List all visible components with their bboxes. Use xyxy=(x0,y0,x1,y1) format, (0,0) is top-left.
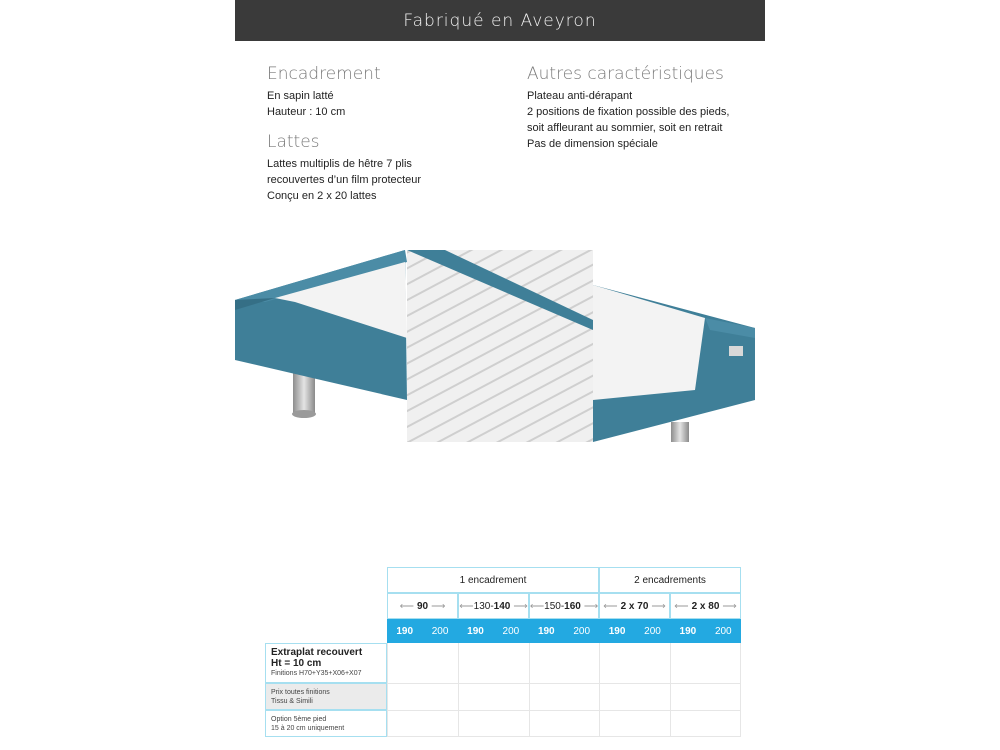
header-one-frame: 1 encadrement xyxy=(387,567,599,593)
arrow-left-icon: ⟵ xyxy=(459,600,474,612)
grid-line xyxy=(458,643,459,737)
arrow-right-icon: ⟶ xyxy=(722,600,737,612)
grid-line xyxy=(529,643,530,737)
autres-line: Plateau anti-dérapant xyxy=(527,90,633,102)
product-title: Extraplat recouvert xyxy=(271,647,363,658)
grid-line xyxy=(387,643,388,737)
grid-line xyxy=(740,643,741,737)
lattes-title: Lattes xyxy=(267,132,320,152)
length-cell: 190 xyxy=(396,625,414,637)
grid-line xyxy=(670,643,671,737)
size-cell-2x80: ⟵ 2 x 80 ⟶ xyxy=(670,593,741,619)
length-cell: 200 xyxy=(644,625,661,637)
header-banner xyxy=(235,0,765,41)
length-cell: 200 xyxy=(502,625,520,637)
banner-title: Fabriqué en Aveyron xyxy=(403,10,597,31)
grid-line xyxy=(599,643,600,737)
size-cell-2x70: ⟵ 2 x 70 ⟶ xyxy=(599,593,670,619)
encadrement-text xyxy=(267,88,345,120)
price-line: Prix toutes finitions xyxy=(271,689,330,696)
arrow-left-icon: ⟵ xyxy=(529,600,545,612)
length-cell: 190 xyxy=(679,625,697,637)
encadrement-title: Encadrement xyxy=(267,64,381,84)
lattes-line: Conçu en 2 x 20 lattes xyxy=(267,190,377,202)
arrow-right-icon: ⟶ xyxy=(651,600,666,612)
length-cell: 200 xyxy=(431,625,449,637)
length-cell: 190 xyxy=(608,625,626,637)
autres-line: 2 positions de fixation possible des pieds, xyxy=(527,106,730,118)
autres-line: Pas de dimension spéciale xyxy=(527,138,658,150)
row-label-option xyxy=(265,710,387,737)
bed-corner-left xyxy=(235,250,407,418)
lattes-line: Lattes multiplis de hêtre 7 plis xyxy=(267,158,412,170)
price-line: Tissu & Simili xyxy=(271,698,313,705)
arrow-left-icon: ⟵ xyxy=(399,600,414,612)
length-cell: 200 xyxy=(573,625,591,637)
arrow-left-icon: ⟵ xyxy=(674,600,689,612)
option-line: 15 à 20 cm uniquement xyxy=(271,725,345,732)
encadrement-line: En sapin latté xyxy=(267,90,334,102)
size-cell-140: ⟵ 130- 140 ⟶ xyxy=(458,593,529,619)
arrow-right-icon: ⟶ xyxy=(431,600,446,612)
row-label-price xyxy=(265,683,387,710)
length-cell: 200 xyxy=(714,625,732,637)
grid-line xyxy=(387,736,741,737)
size-cell-90: ⟵ 90 ⟶ xyxy=(387,593,458,619)
product-finishes: Finitions H70+Y35+X06+X07 xyxy=(271,670,362,677)
autres-title: Autres caractéristiques xyxy=(527,64,724,84)
length-cell: 190 xyxy=(537,625,555,637)
row-label-product xyxy=(265,643,387,683)
header-two-frames: 2 encadrements xyxy=(599,567,741,593)
length-cell: 190 xyxy=(467,625,484,637)
product-height: Ht = 10 cm xyxy=(271,658,322,669)
size-cell-160: ⟵ 150- 160 ⟶ xyxy=(529,593,599,619)
grid-line xyxy=(387,710,741,711)
lattes-line: recouvertes d’un film protecteur xyxy=(267,174,422,186)
product-photo xyxy=(235,250,755,442)
option-line: Option 5ème pied xyxy=(271,716,327,723)
autres-text xyxy=(527,88,729,152)
bed-corner-right xyxy=(593,285,755,442)
arrow-right-icon: ⟶ xyxy=(583,600,599,612)
autres-line: soit affleurant au sommier, soit en retrait xyxy=(527,122,723,134)
arrow-right-icon: ⟶ xyxy=(513,600,528,612)
slats-closeup xyxy=(407,250,593,442)
grid-line xyxy=(387,683,741,684)
lattes-text xyxy=(267,156,421,204)
encadrement-line: Hauteur : 10 cm xyxy=(267,106,346,118)
arrow-left-icon: ⟵ xyxy=(603,600,618,612)
